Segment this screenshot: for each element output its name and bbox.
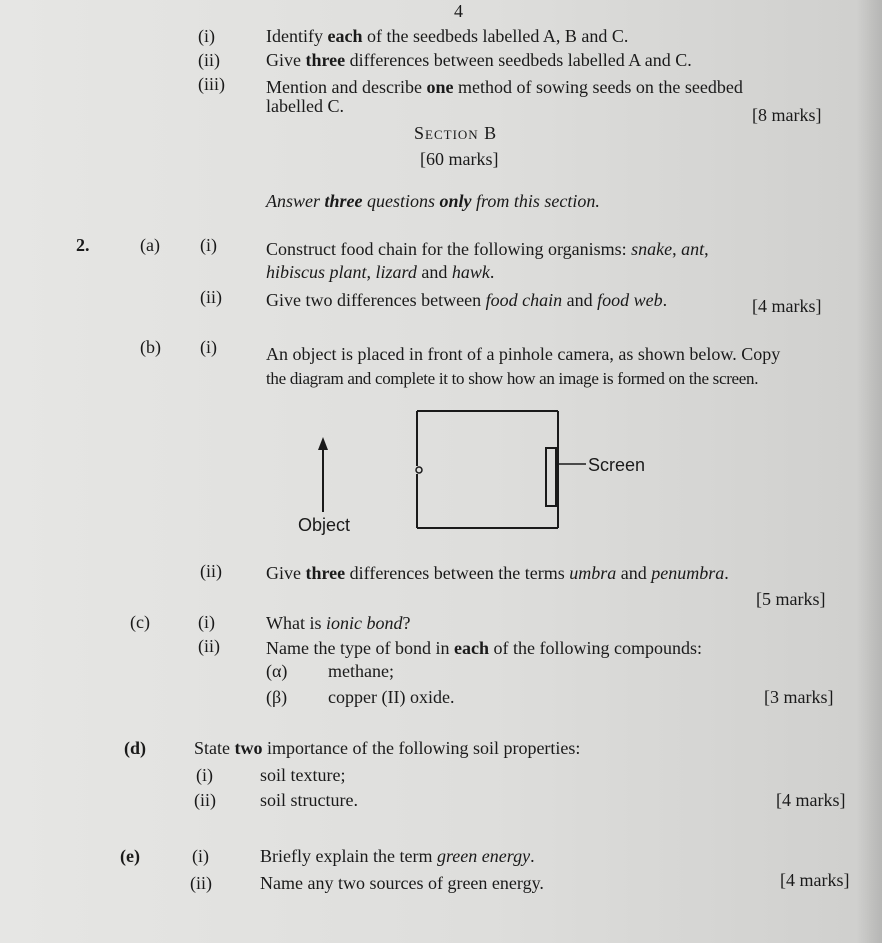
screen-label: Screen [588,455,646,475]
q2c-beta-label: (β) [266,687,288,707]
page-number: 4 [454,1,463,21]
q2e-marks: [4 marks] [780,870,850,890]
screen-rect [546,448,556,506]
pinhole [416,467,422,473]
section-instruction: Answer three questions only from this section. [266,191,600,211]
q2e-i-text: Briefly explain the term green energy. [260,846,535,866]
q2d-i-text: soil texture; [260,765,346,785]
q2c-marks: [3 marks] [764,687,834,707]
q2a-i-label: (i) [200,235,217,255]
q2b-ii-text: Give three differences between the terms umbra and penumbra. [266,563,729,583]
q2e-i-label: (i) [192,846,209,866]
q1-i-label: (i) [198,26,215,46]
q2c-alpha-text: methane; [328,661,394,681]
q2b-i-label: (i) [200,337,217,357]
q2c-i-label: (i) [198,612,215,632]
q2b-label: (b) [140,337,161,357]
q2d-stem: State two importance of the following soil properties: [194,738,581,758]
q1-ii-text: Give three differences between seedbeds labelled A and C. [266,50,692,70]
q1-iii-line1: Mention and describe one method of sowing seeds on the seedbed [266,77,743,97]
q2b-i-line1: An object is placed in front of a pinhole camera, as shown below. Copy [266,344,781,364]
q2a-i-line1: Construct food chain for the following organisms: snake, ant, [266,239,709,259]
q2a-i-line2: hibiscus plant, lizard and hawk. [266,262,495,282]
q1-iii-label: (iii) [198,74,225,94]
page-shadow [856,0,882,943]
q2b-ii-label: (ii) [200,561,222,581]
q2c-i-text: What is ionic bond? [266,613,411,633]
q2c-ii-label: (ii) [198,636,220,656]
section-marks: [60 marks] [420,149,499,169]
q1-iii-line2: labelled C. [266,96,344,116]
q2c-ii-text: Name the type of bond in each of the following compounds: [266,638,702,658]
q2a-marks: [4 marks] [752,296,822,316]
q2a-ii-label: (ii) [200,287,222,307]
q2a-ii-text: Give two differences between food chain and food web. [266,290,668,310]
q2-number: 2. [76,235,90,255]
q2a-label: (a) [140,235,160,255]
q2e-ii-text: Name any two sources of green energy. [260,873,544,893]
q2b-marks: [5 marks] [756,589,826,609]
camera-box [417,411,558,528]
q1-ii-label: (ii) [198,50,220,70]
q2b-i-line2: the diagram and complete it to show how an image is formed on the screen. [266,369,759,388]
object-label: Object [298,515,351,535]
pinhole-diagram [290,400,670,550]
q2d-ii-text: soil structure. [260,790,358,810]
object-arrow [318,437,328,512]
q2d-label: (d) [124,738,146,758]
section-title: Section B [414,123,498,143]
q2c-alpha-label: (α) [266,661,288,681]
q1-i-text: Identify each of the seedbeds labelled A, B and C. [266,26,629,46]
q2d-ii-label: (ii) [194,790,216,810]
q2c-label: (c) [130,612,150,632]
q2c-beta-text: copper (II) oxide. [328,687,455,707]
q2d-i-label: (i) [196,765,213,785]
q2e-label: (e) [120,846,140,866]
q2d-marks: [4 marks] [776,790,846,810]
q1-marks: [8 marks] [752,105,822,125]
q2e-ii-label: (ii) [190,873,212,893]
